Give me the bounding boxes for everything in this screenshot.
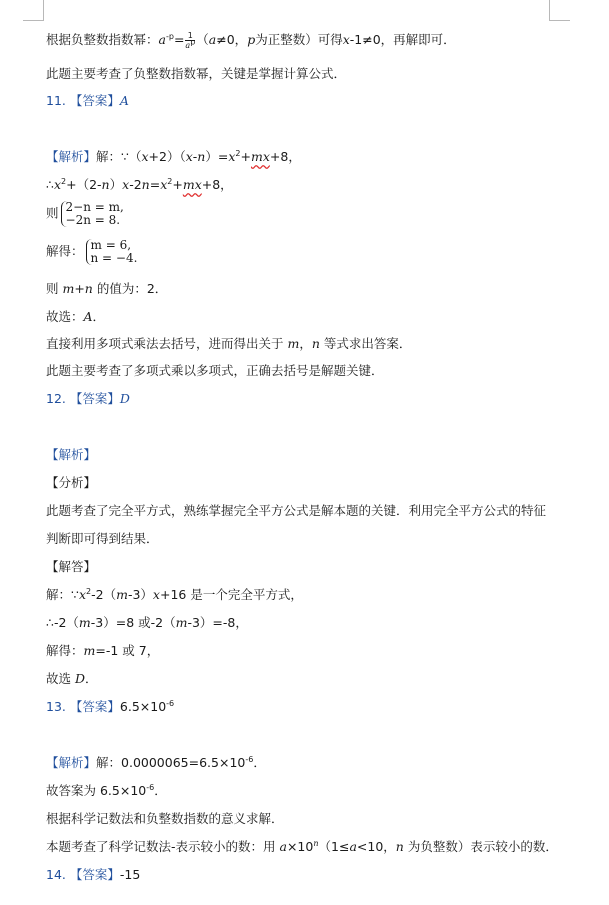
solution-line-11-2: $\therefore x^2+(2-n)x-2n=x^2+mx+8$， <box>46 176 233 192</box>
answer-line-14: 14. 【答案】-15 <box>46 867 141 882</box>
analysis-tag: 【解析】 <box>46 149 97 164</box>
solution-system-line: 解得： m = 6, n = −4. <box>46 238 138 265</box>
solution-line-12-1: 解：$\because x^2-2(m-3)x+16$ 是一个完全平方式， <box>46 586 303 602</box>
solution-line-11-6: 故选：A． <box>46 309 106 324</box>
answer-tag-12: 【解答】 <box>46 559 97 574</box>
summary-line: 此题主要考查了负整数指数幂，关键是掌握计算公式． <box>46 66 347 81</box>
equation-system-line: 则 2−n = m, −2n = 8. <box>46 200 124 227</box>
page-corner-mark-right <box>549 0 570 21</box>
solution-line-12-2: ∴-2（m-3）=8 或-2（m-3）=-8， <box>46 615 248 630</box>
solution-line-13-3: 根据科学记数法和负整数指数的意义求解． <box>46 811 284 826</box>
solution-line-13-1: 【解析】解：$0.0000065=6.5\times 10^{-6}$． <box>46 754 266 770</box>
solution-line-13-2: 故答案为 $6.5\times 10^{-6}$． <box>46 782 167 798</box>
page-corner-mark-left <box>23 0 44 21</box>
answer-line-11: 11. 【答案】A <box>46 93 129 108</box>
fraction: $\frac{1}{a^p}$ <box>185 31 196 50</box>
analysis-text-12-1: 此题考查了完全平方式，熟练掌握完全平方公式是解本题的关键．利用完全平方公式的特征 <box>46 503 547 518</box>
solution-line-11-8: 此题主要考查了多项式乘以多项式，正确去括号是解题关键． <box>46 363 384 378</box>
solution-line-11-7: 直接利用多项式乘法去括号，进而得出关于 m，n 等式求出答案． <box>46 336 412 351</box>
analysis-tag-12: 【解析】 <box>46 447 97 462</box>
solution-system: m = 6, n = −4. <box>86 239 138 265</box>
solution-line-12-3: 解得：m=-1 或 7， <box>46 643 160 658</box>
line-negative-exponent: 根据负整数指数幂：$a^{-p}=$ $\frac{1}{a^p}$ （a≠0，p为正整数）可得x-1≠0，再解即可． <box>46 31 456 50</box>
subanalysis-tag-12: 【分析】 <box>46 475 97 490</box>
solution-line-11-5: 则 m+n 的值为：2． <box>46 281 168 296</box>
answer-line-12: 12. 【答案】D <box>46 391 130 406</box>
analysis-text-12-2: 判断即可得到结果． <box>46 531 159 546</box>
solution-line-13-4: 本题考查了科学记数法-表示较小的数：用 $a\times 10^n(1\le a<10$，n 为负整数）表示较小的数． <box>46 838 558 854</box>
solution-line-11-1: 【解析】解：$\because(x+2)(x-n)=x^2+mx+8$， <box>46 148 301 164</box>
equation-system: 2−n = m, −2n = 8. <box>61 201 124 227</box>
answer-line-13: 13. 【答案】$6.5\times 10^{-6}$ <box>46 698 175 714</box>
solution-line-12-4: 故选 D． <box>46 671 98 686</box>
